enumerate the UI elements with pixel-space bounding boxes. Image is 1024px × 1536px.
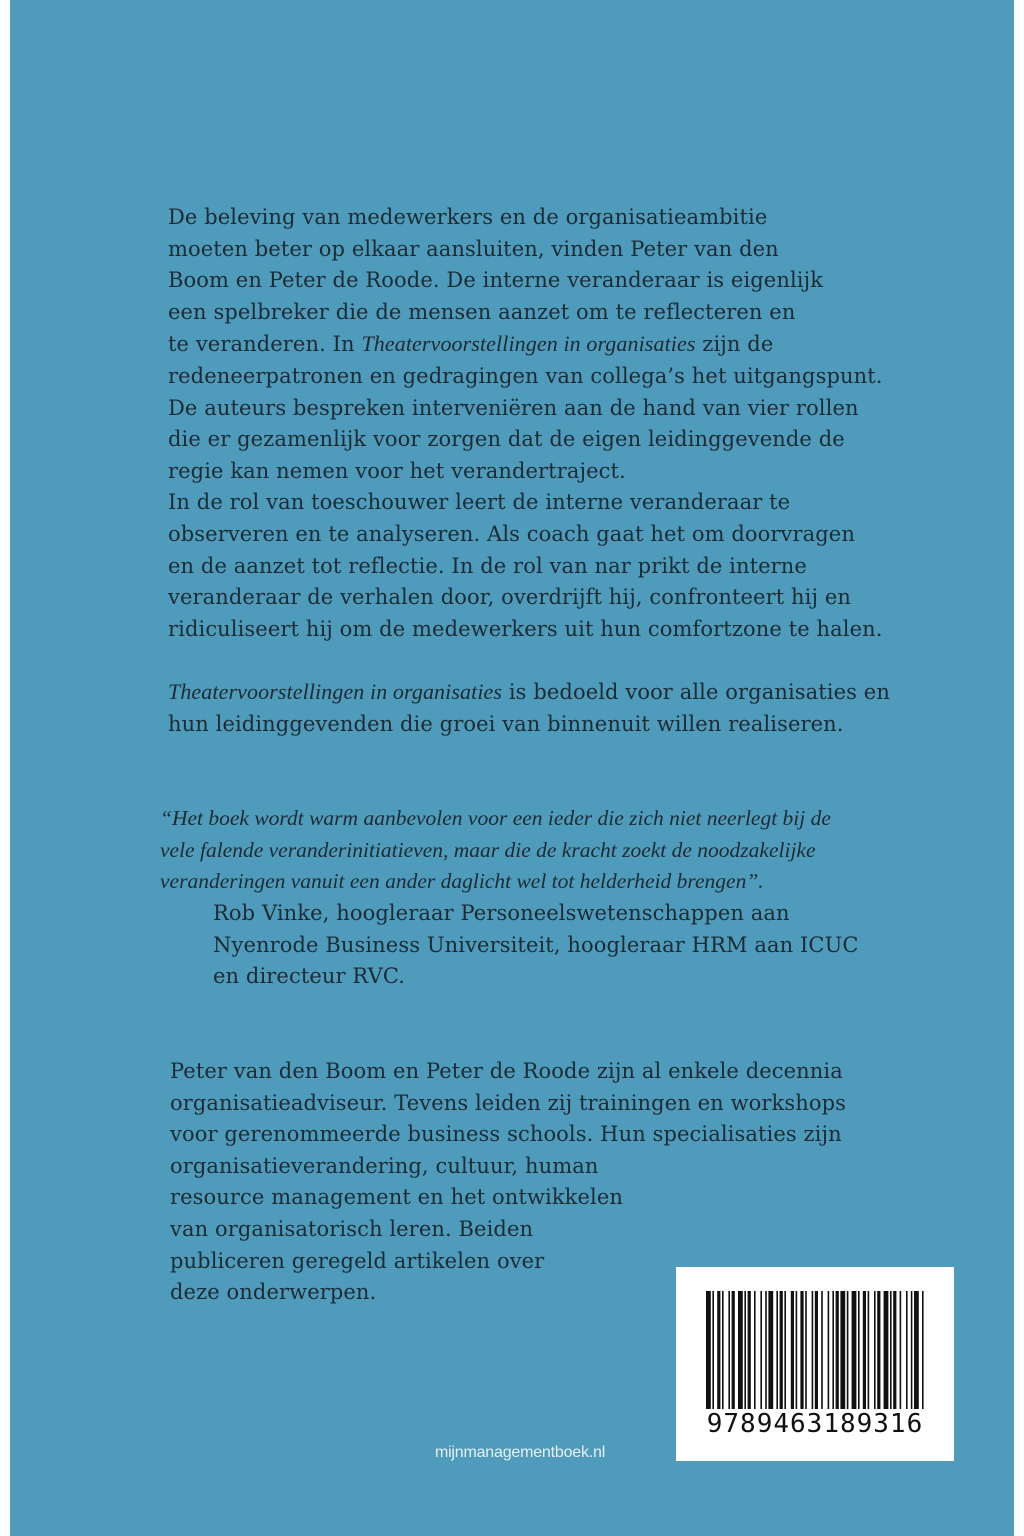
barcode-bar [760,1291,762,1409]
barcode-bar [738,1291,743,1409]
text-line: voor gerenommeerde business schools. Hun specialisaties zijn [170,1122,842,1147]
barcode-bar [906,1291,908,1409]
barcode-bar [748,1291,751,1409]
barcode-bar [836,1291,839,1409]
text-line: veranderaar de verhalen door, overdrijft hij, confronteert hij en [168,585,852,610]
barcode-bar [780,1291,783,1409]
barcode-bar [868,1291,870,1409]
barcode-bar [863,1291,866,1409]
quote-line: veranderingen vanuit een ander daglicht wel tot helderheid brengen”. [160,869,764,893]
book-title-italic: Theatervoorstellingen in organisaties [168,679,503,704]
barcode-bar [852,1291,857,1409]
text-line: observeren en te analyseren. Als coach gaat het om doorvragen [168,521,855,546]
isbn-barcode [676,1267,954,1461]
endorsement-quote [160,803,831,898]
barcode-bar [784,1291,786,1409]
text-line: publiceren geregeld artikelen over [170,1248,545,1273]
text-line: en directeur RVC. [213,964,406,989]
isbn-number: 9789463189316 [706,1409,924,1439]
intro-paragraph [168,202,883,645]
text-line: van organisatorisch leren. Beiden [170,1216,534,1241]
barcode-bar [791,1291,794,1409]
text-line: Peter van den Boom en Peter de Roode zijn al enkele decennia [170,1059,843,1083]
barcode-bar [815,1291,818,1409]
barcode-bars [706,1291,924,1409]
barcode-bar [914,1291,919,1409]
text-line: moeten beter op elkaar aansluiten, vinden Peter van den [168,236,779,261]
text-segment: is bedoeld voor alle organisaties en [502,680,890,704]
quote-line: “Het boek wordt warm aanbevolen voor een ieder die zich niet neerlegt bij de [160,806,831,830]
barcode-bar [796,1291,798,1409]
text-line: De auteurs bespreken interveniëren aan de hand van vier rollen [168,395,859,420]
barcode-bar [858,1291,860,1409]
barcode-bar [800,1291,803,1409]
text-line: regie kan nemen voor het verandertraject. [168,458,626,483]
text-line: een spelbreker die de mensen aanzet om te reflecteren en [168,299,796,324]
text-line: ridiculiseert hij om de medewerkers uit hun comfortzone te halen. [168,616,883,641]
barcode-bar [706,1291,711,1409]
text-line: en de aanzet tot reflectie. In de rol van nar prikt de interne [168,553,807,578]
barcode-bar [828,1291,830,1409]
text-line: In de rol van toeschouwer leert de interne veranderaar te [168,490,791,515]
barcode-bar [840,1291,845,1409]
barcode-bar [832,1291,834,1409]
barcode-bar [768,1291,773,1409]
barcode-bar [717,1291,720,1409]
text-line: die er gezamenlijk voor zorgen dat de eigen leidinggevende de [168,427,845,452]
website-credit: mijnmanagementboek.nl [434,1444,606,1461]
text-line: resource management en het ontwikkelen [170,1185,623,1210]
barcode-bar [911,1291,913,1409]
barcode-bar [732,1291,735,1409]
barcode-bar [765,1291,767,1409]
barcode-bar [712,1291,714,1409]
text-line: organisatieverandering, cultuur, human [170,1153,599,1178]
audience-paragraph [168,676,890,740]
barcode-bar [744,1291,746,1409]
barcode-bar [884,1291,889,1409]
barcode-bar [821,1291,823,1409]
barcode-bar [805,1291,807,1409]
text-line [168,676,890,709]
barcode-bar [922,1291,924,1409]
text-line: hun leidinggevenden die groei van binnenuit willen realiseren. [168,711,844,736]
barcode-bar [900,1291,902,1409]
text-line: De beleving van medewerkers en de organisatieambitie [168,205,768,229]
quote-line: vele falende veranderinitiatieven, maar die de kracht zoekt de noodzakelijke [160,837,816,862]
barcode-bar [722,1291,724,1409]
barcode-bar [776,1291,778,1409]
barcode-bar [893,1291,896,1409]
text-line: redeneerpatronen en gedragingen van collega’s het uitgangspunt. [168,363,883,388]
text-line: organisatieadviseur. Tevens leiden zij trainingen en workshops [170,1090,847,1115]
barcode-bar [877,1291,880,1409]
text-line: Rob Vinke, hoogleraar Personeelswetenschappen aan [213,901,790,925]
text-segment: zijn de [695,332,774,357]
barcode-bar [874,1291,876,1409]
text-line: Boom en Peter de Roode. De interne veranderaar is eigenlijk [168,268,824,293]
barcode-bar [812,1291,814,1409]
text-segment: te veranderen. In [168,332,362,357]
text-line: Nyenrode Business Universiteit, hoogleraar HRM aan ICUC [213,932,859,957]
text-line: deze onderwerpen. [170,1280,377,1305]
barcode-bar [890,1291,892,1409]
book-title-italic: Theatervoorstellingen in organisaties [361,331,696,357]
barcode-bar [847,1291,849,1409]
text-line [168,328,883,361]
barcode-bar [754,1291,756,1409]
barcode-bar [728,1291,730,1409]
quote-attribution [213,898,859,993]
book-back-cover [10,0,1014,1536]
